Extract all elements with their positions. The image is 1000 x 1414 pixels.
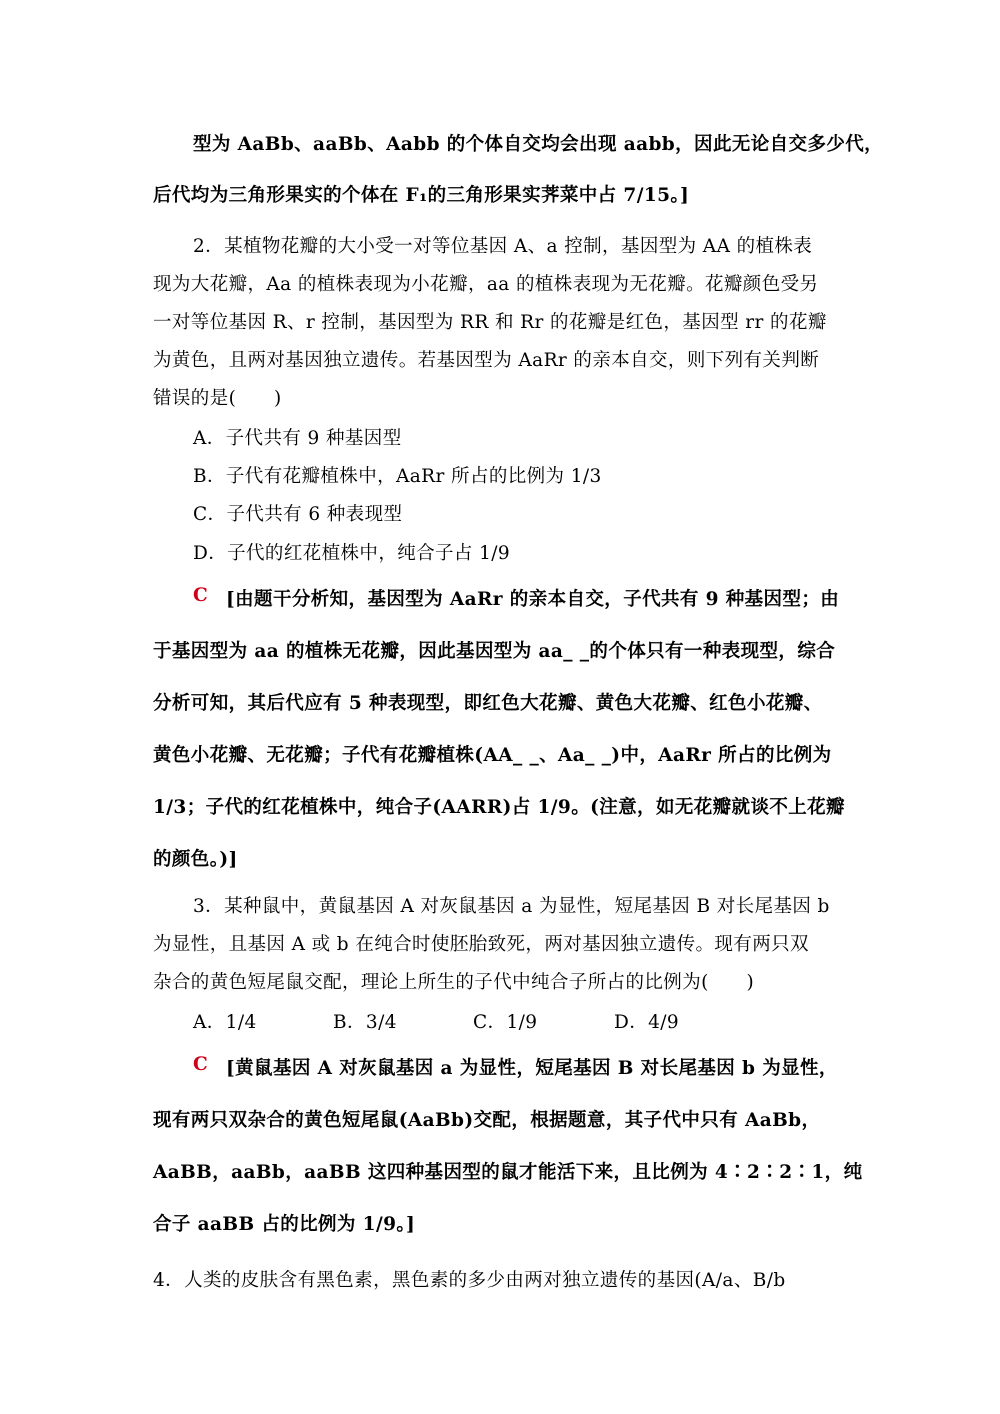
q2-explanation-line-3: 分析可知，其后代应有 5 种表现型，即红色大花瓣、黄色大花瓣、红色小花瓣、	[153, 693, 823, 714]
q2-stem-line-3: 一对等位基因 R、r 控制，基因型为 RR 和 Rr 的花瓣是红色，基因型 rr 的花瓣	[153, 312, 827, 333]
q3-answer-letter: C	[193, 1054, 209, 1075]
prev-answer-line-1: 型为 AaBb、aaBb、Aabb 的个体自交均会出现 aabb，因此无论自交多少代，	[193, 134, 884, 155]
q2-option-a: A．子代共有 9 种基因型	[193, 428, 402, 449]
q3-option-d: D．4/9	[614, 1012, 680, 1033]
q2-explanation-line-5: 1/3；子代的红花植株中，纯合子(AARR)占 1/9。(注意，如无花瓣就谈不上花瓣	[153, 797, 845, 818]
q2-explanation-line-2: 于基因型为 aa 的植株无花瓣，因此基因型为 aa_ _的个体只有一种表现型，综合	[153, 641, 836, 662]
q2-stem-line-1: 2．某植物花瓣的大小受一对等位基因 A、a 控制，基因型为 AA 的植株表	[193, 236, 813, 257]
q3-explanation-line-2: 现有两只双杂合的黄色短尾鼠(AaBb)交配，根据题意，其子代中只有 AaBb，	[153, 1110, 821, 1131]
q3-explanation-line-3: AaBB，aaBb，aaBB 这四种基因型的鼠才能活下来，且比例为 4∶2∶2∶1，纯	[153, 1162, 863, 1183]
q3-option-c: C．1/9	[473, 1012, 538, 1033]
q2-option-c: C．子代共有 6 种表现型	[193, 504, 403, 525]
q2-stem-line-5: 错误的是( )	[153, 388, 282, 409]
q2-option-d: D．子代的红花植株中，纯合子占 1/9	[193, 543, 511, 564]
q2-stem-line-4: 为黄色，且两对基因独立遗传。若基因型为 AaRr 的亲本自交，则下列有关判断	[153, 350, 820, 371]
q3-option-b: B．3/4	[333, 1012, 397, 1033]
q2-explanation-line-1: [由题干分析知，基因型为 AaRr 的亲本自交，子代共有 9 种基因型；由	[226, 589, 840, 610]
q3-option-a: A．1/4	[193, 1012, 257, 1033]
q2-stem-line-2: 现为大花瓣，Aa 的植株表现为小花瓣，aa 的植株表现为无花瓣。花瓣颜色受另	[153, 274, 819, 295]
q3-stem-line-3: 杂合的黄色短尾鼠交配，理论上所生的子代中纯合子所占的比例为( )	[153, 972, 755, 993]
q3-stem-line-2: 为显性，且基因 A 或 b 在纯合时使胚胎致死，两对基因独立遗传。现有两只双	[153, 934, 809, 955]
prev-answer-line-2: 后代均为三角形果实的个体在 F₁的三角形果实荠菜中占 7/15。]	[153, 185, 690, 206]
q2-explanation-line-6: 的颜色。)]	[153, 849, 238, 870]
q2-explanation-line-4: 黄色小花瓣、无花瓣；子代有花瓣植株(AA_ _、Aa_ _)中，AaRr 所占的比例为	[153, 745, 832, 766]
q4-stem-line-1: 4．人类的皮肤含有黑色素，黑色素的多少由两对独立遗传的基因(A/a、B/b	[153, 1270, 786, 1291]
q3-explanation-line-1: [黄鼠基因 A 对灰鼠基因 a 为显性，短尾基因 B 对长尾基因 b 为显性，	[226, 1058, 838, 1079]
q2-option-b: B．子代有花瓣植株中，AaRr 所占的比例为 1/3	[193, 466, 602, 487]
q2-answer-letter: C	[193, 585, 209, 606]
q3-stem-line-1: 3．某种鼠中，黄鼠基因 A 对灰鼠基因 a 为显性，短尾基因 B 对长尾基因 b	[193, 896, 830, 917]
q3-explanation-line-4: 合子 aaBB 占的比例为 1/9。]	[153, 1214, 416, 1235]
